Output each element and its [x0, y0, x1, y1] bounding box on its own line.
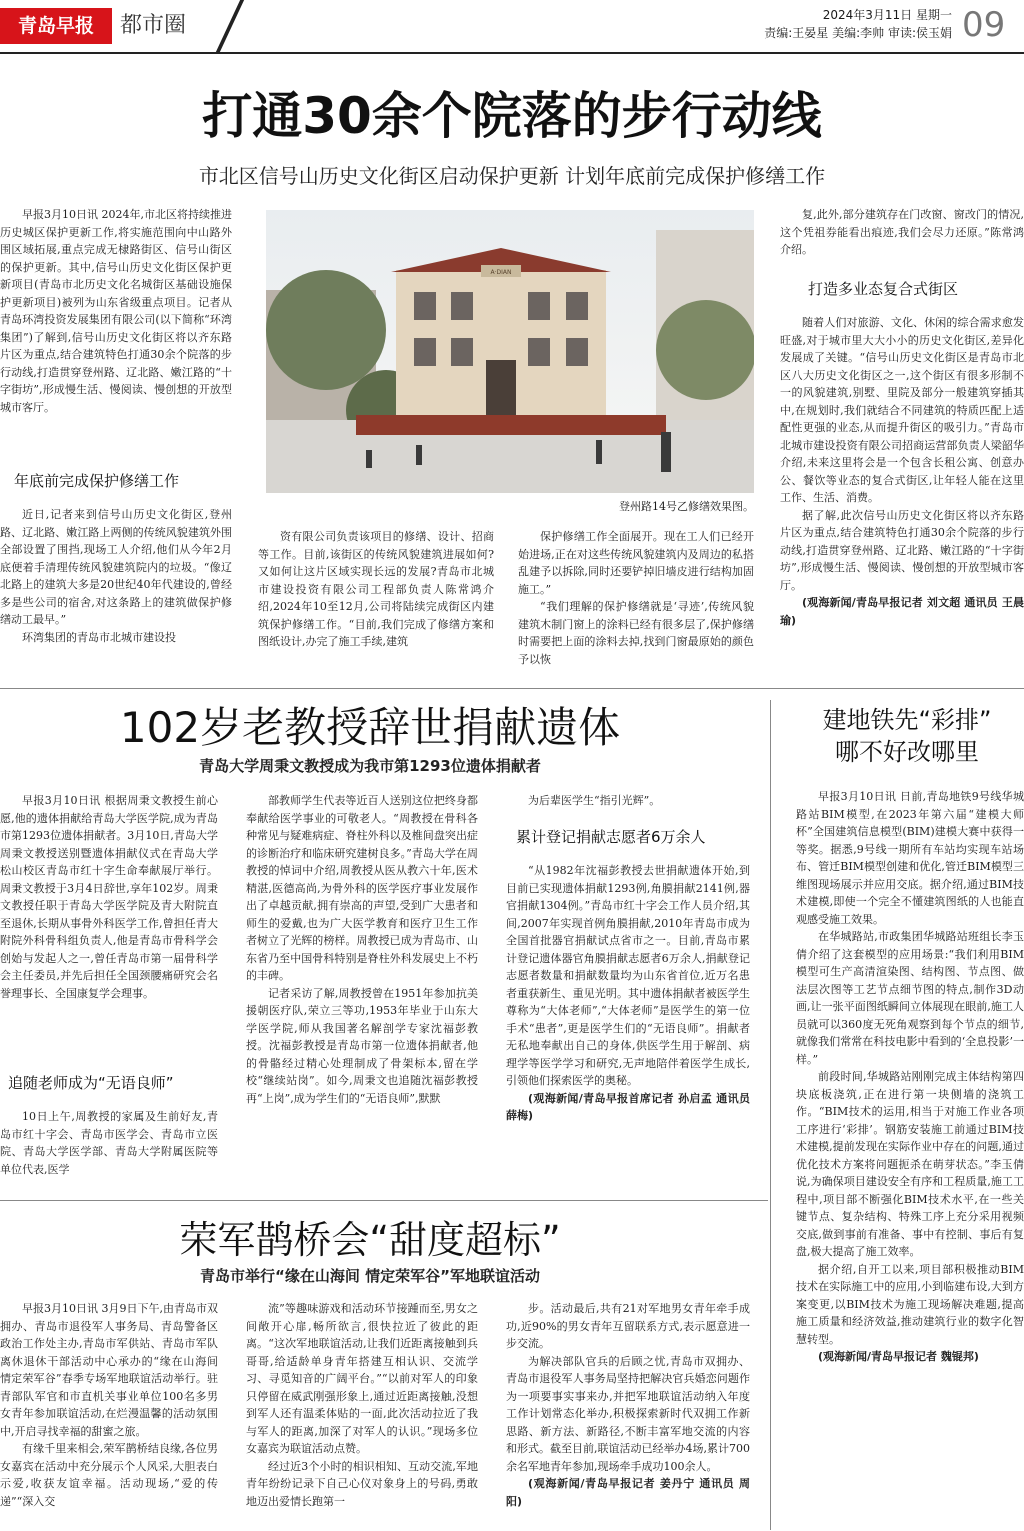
- story3-headline-line2: 哪不好改哪里: [835, 738, 979, 766]
- story2-subhead-1: 追随老师成为“无语良师”: [8, 1074, 174, 1092]
- story3-body: 早报3月10日讯 日前,青岛地铁9号线华城路站BIM模型,在2023年第六届“建模大师杯”全国建筑信息模型(BIM)建模大赛中获得一等奖。据悉,9号线一期所有车站均实现车站场布、管迁BIM模型创建和优化,管迁BIM模型三维图现场展示并应用交底。据介绍,通过BIM技术建模,即使一个完全不懂建筑图纸的人也能直观感受施工效果。 在华城路站,市政集团华城路站班组长李玉倩介绍了这套模型的应用场景:“我们利用BIM模型可生产高清渲染图、结构图、节点图、做法层次图等工艺节点细节图的特点,制作3D动画,让一张平面图纸瞬间立体展现在眼前,施工人员就可以360度无死角观察到每个节点的细节,就像我们常常在科技电影中看到的‘全息投影’一样。” 前段时间,华城路站刚刚完成主体结构第四块底板浇筑,正在进行第一块侧墙的浇筑工作。“BIM技术的运用,相当于对施工作业各项工序进行‘彩排’。钢筋安装施工前通过BIM技术建模,提前发现在实际作业中存在的问题,通过优化技术方案将问题扼杀在萌芽状态。”李玉倩说,为确保项目建设安全有序和工程质量,施工工程中,项目部不断强化BIM技术水平,在一些关键节点、复杂结构、特殊工序上充分采用视频交底,做到事前有准备、事中有控制、事后有复盘,极大提高了施工效率。 据介绍,自开工以来,项目部积极推动BIM技术在实际施工中的应用,小到临建布设,大到方案变更,以BIM技术为施工现场解决难题,提高施工质量和经济效益,推动建筑行业的数字化智慧转型。 (观海新闻/青岛早报记者 魏锟邦): [796, 790, 1024, 1363]
- story1-byline: (观海新闻/青岛早报记者 刘文超 通讯员 王晨瑜): [780, 596, 1024, 627]
- page-number: 09: [962, 5, 1006, 45]
- story1-lead: 早报3月10日讯 2024年,市北区将持续推进历史城区保护更新工作,将实施范围向中山路外围区域拓展,重点完成无棣路街区、信号山街区的保护更新。其中,信号山历史文化街区保护更新项目(青岛市北历史文化名城街区基础设施保护更新项目)被列为山东省级重点项目。记者从青岛环湾投资发展集团有限公司(以下简称“环湾集团”)了解到,信号山历史文化街区将以齐东路片区为重点,结合建筑特色打通30余个院落的步行动线,打造贯穿登州路、辽北路、嫩江路的“十字街坊”,形成慢生活、慢阅读、慢创想的开放型城市客厅。: [0, 208, 232, 414]
- story4-body-c: 步。活动最后,共有21对军地男女青年牵手成功,近90%的男女青年互留联系方式,表示愿意进一步交流。 为解决部队官兵的后顾之忧,青岛市双拥办、青岛市退役军人事务局坚持把解决官兵婚恋问题作为一项要事实事来办,并把军地联谊活动纳入年度工作计划常态化举办,积极探索新时代双拥工作新思路、新方法、新路径,不断丰富军地交流的内容和形式。截至目前,联谊活动已经举办4场,累计700余名军地青年参加,现场牵手成功100余人。 (观海新闻/青岛早报记者 姜丹宁 通讯员 周阳): [506, 1302, 750, 1508]
- building-sign: A·DIAN: [490, 269, 512, 276]
- story1-subhead-2: 打造多业态复合式街区: [808, 280, 959, 298]
- newspaper-logo: 青岛早报: [0, 8, 112, 44]
- section-rule-1: [0, 688, 1024, 689]
- section-name: 都市圈: [120, 13, 187, 38]
- story4-body-a: 早报3月10日讯 3月9日下午,由青岛市双拥办、青岛市退役军人事务局、青岛警备区政治工作处主办,青岛市军供站、青岛市军队离休退休干部活动中心承办的“缘在山海间 情定荣军谷”春季专场军地联谊活动举行。驻青部队军官和市直机关事业单位100名多男女青年参加联谊活动,在烂漫温馨的活动氛围中,开启寻找幸福的甜蜜之旅。 有缘千里来相会,荣军鹊桥结良缘,各位男女嘉宾在活动中充分展示个人风采,大胆表白示爱,收获友谊幸福。活动现场,“爱的传递”“深入交: [0, 1302, 218, 1508]
- photo-caption: 登州路14号乙修缮效果图。: [619, 500, 754, 513]
- story1-body-a: 近日,记者来到信号山历史文化街区,登州路、辽北路、嫩江路上两侧的传统风貌建筑外围全部设置了围挡,现场工人介绍,他们从今年2月底便着手清理传统风貌建筑院内的垃圾。“像辽北路上的建筑大多是20世纪40年代建设的,曾经多是些公司的宿舍,对这条路上的建筑做保护修缮动工最早。” 环湾集团的青岛市北城市建设投: [0, 508, 232, 644]
- story1-body-e: 随着人们对旅游、文化、休闲的综合需求愈发旺盛,对于城市里大大小小的历史文化街区,差异化发展成了关键。“信号山历史文化街区是青岛市北区八大历史文化街区之一,这个街区有很多形制不一的风貌建筑,别墅、里院及部分一般建筑穿插其中,在规划时,我们就结合不同建筑的特质匹配上适配性更强的业态,从而提升街区的吸引力。”青岛市北城市建设投资有限公司招商运营部负责人梁韶华介绍,未来这里将会是一个包含长租公寓、创意办公、餐饮等业态的复合式街区,让年轻人能在这里工作、生活、消费。 据了解,此次信号山历史文化街区将以齐东路片区为重点,结合建筑特色打通30余个院落的步行动线,打造贯穿登州路、辽北路、嫩江路的“十字街坊”,形成慢生活、慢阅读、慢创想的开放型城市客厅。 (观海新闻/青岛早报记者 刘文超 通讯员 王晨瑜): [780, 316, 1024, 627]
- story1-subhead-1: 年底前完成保护修缮工作: [14, 472, 180, 490]
- story4-subheadline: 青岛市举行“缘在山海间 情定荣军谷”军地联谊活动: [200, 1267, 540, 1285]
- story4-byline: (观海新闻/青岛早报记者 姜丹宁 通讯员 周阳): [506, 1477, 750, 1508]
- story2-subheadline: 青岛大学周秉文教授成为我市第1293位遗体捐献者: [199, 757, 541, 775]
- story3-byline: (观海新闻/青岛早报记者 魏锟邦): [818, 1350, 979, 1363]
- editor-credits: 责编:王晏星 美编:李帅 审读:侯玉娟: [764, 26, 952, 40]
- story1-body-b: 资有限公司负责该项目的修缮、设计、招商等工作。目前,该街区的传统风貌建筑进展如何?又如何让这片区域实现长远的发展?青岛市北城市建设投资有限公司工程部负责人陈常鸿介绍,2024年10至12月,公司将陆续完成街区内建筑保护修缮工作。“目前,我们完成了修缮方案和图纸设计,办完了施工手续,建筑: [258, 530, 494, 648]
- story2-headline: 102岁老教授辞世捐献遗体: [119, 703, 621, 752]
- story2-subhead-2: 累计登记捐献志愿者6万余人: [516, 828, 706, 846]
- story2-byline: (观海新闻/青岛早报首席记者 孙启孟 通讯员 薛梅): [506, 1091, 750, 1122]
- story1-headline: 打通30余个院落的步行动线: [202, 87, 822, 145]
- story2-body-b: 10日上午,周教授的家属及生前好友,青岛市红十字会、青岛市医学会、青岛市立医院、青岛大学医学部、青岛大学附属医院等单位代表,医学: [0, 1110, 218, 1176]
- story1-body-d: 复,此外,部分建筑存在门改窗、窗改门的情况,这个凭祖券能看出痕迹,我们会尽力还原。”陈常鸿介绍。: [780, 208, 1024, 256]
- building-rendering-photo: [266, 210, 754, 493]
- section-rule-2: [0, 1200, 768, 1201]
- column-divider: [770, 700, 771, 1530]
- story4-headline: 荣军鹊桥会“甜度超标”: [179, 1218, 561, 1262]
- story4-body-b: 流”等趣味游戏和活动环节接踵而至,男女之间敞开心扉,畅所欲言,很快拉近了彼此的距离。“这次军地联谊活动,让我们近距离接触到兵哥哥,给适龄单身青年搭建互相认识、交流学习、寻觅知音的广阔平台。”“以前对军人的印象只停留在威武刚强形象上,通过近距离接触,没想到军人还有温柔体贴的一面,此次活动拉近了我与军人的距离,加深了对军人的认识。”现场多位女嘉宾为联谊活动点赞。 经过近3个小时的相识相知、互动交流,军地青年纷纷记录下自己心仪对象身上的号码,勇敢地迈出爱情长跑第一: [246, 1302, 478, 1508]
- story2-body-e: “从1982年沈福彭教授去世捐献遗体开始,到目前已实现遗体捐献1293例,角膜捐献2141例,器官捐献1304例。”青岛市红十字会工作人员介绍,其间,2007年实现首例角膜捐献,2010年青岛市成为全国首批器官捐献试点省市之一。目前,青岛市累计登记遗体器官角膜捐献志愿者6万余人,捐献登记志愿者数量和捐献数量均为山东省首位,近万名患者重获新生、重见光明。其中遗体捐献者被医学生尊称为“大体老师”,“大体老师”是医学生的第一位手术“患者”,更是医学生们的“无语良师”。捐献者无私地奉献出自己的身体,供医学生用于解剖、病理学等医学学习和研究,无声地陪伴着医学生成长,引领他们探索医学的奥秘。 (观海新闻/青岛早报首席记者 孙启孟 通讯员 薛梅): [506, 864, 750, 1122]
- story2-body-d: 为后辈医学生“指引光辉”。: [528, 794, 661, 807]
- story2-body-c: 部教师学生代表等近百人送别这位把终身都奉献给医学事业的可敬老人。“周教授在骨科各种常见与疑难病症、脊柱外科以及椎间盘突出症的诊断治疗和临床研究建树良多。”青岛大学在周教授的悼词中介绍,周教授从医从教六十年,医术精湛,医德高尚,为骨外科的医学医疗事业发展作出了卓越贡献,拥有崇高的声望,受到广大患者和师生的爱戴,也为广大医学教育和医疗卫生工作者树立了光辉的榜样。周教授已成为青岛市、山东省乃至中国骨科特别是脊柱外科发展史上不朽的丰碑。 记者采访了解,周教授曾在1951年参加抗美援朝医疗队,荣立三等功,1953年毕业于山东大学医学院,师从我国著名解剖学专家沈福彭教授。沈福彭教授是青岛市第一位遗体捐献者,他的骨骼经过精心处理制成了骨架标本,留在学校“继续站岗”。如今,周秉文也追随沈福彭教授再“上岗”,成为学生们的“无语良师”,默默: [246, 794, 478, 1105]
- story3-headline-line1: 建地铁先“彩排”: [822, 706, 992, 734]
- story1-subheadline: 市北区信号山历史文化街区启动保护更新 计划年底前完成保护修缮工作: [198, 164, 826, 188]
- story1-body-c: 保护修缮工作全面展开。现在工人们已经开始进场,正在对这些传统风貌建筑内及周边的私搭乱建予以拆除,同时还要铲掉旧墙皮进行结构加固施工。” “我们理解的保护修缮就是‘寻迹’,传统风貌建筑木制门窗上的涂料已经有很多层了,保护修缮时需要把上面的涂料去掉,找到门窗最原始的颜色予以恢: [518, 530, 754, 666]
- story2-body-a: 早报3月10日讯 根据周秉文教授生前心愿,他的遗体捐献给青岛大学医学院,成为青岛市第1293位遗体捐献者。3月10日,青岛大学周秉文教授送别暨遗体捐献仪式在青岛大学松山校区青岛市红十字生命奉献展厅举行。周秉文教授于3月4日辞世,享年102岁。周秉文教授任职于青岛大学医学院及青大附院直至退休,长期从事骨外科医学工作,曾担任青大附院外科骨科组负责人,他是青岛市骨科学会创始与发起人之一,曾任青岛市第一届骨科学会主任委员,并先后担任全国颈腰痛研究会名誉理事长、全国康复学会理事。: [0, 794, 218, 1000]
- issue-date: 2024年3月11日 星期一: [822, 8, 952, 22]
